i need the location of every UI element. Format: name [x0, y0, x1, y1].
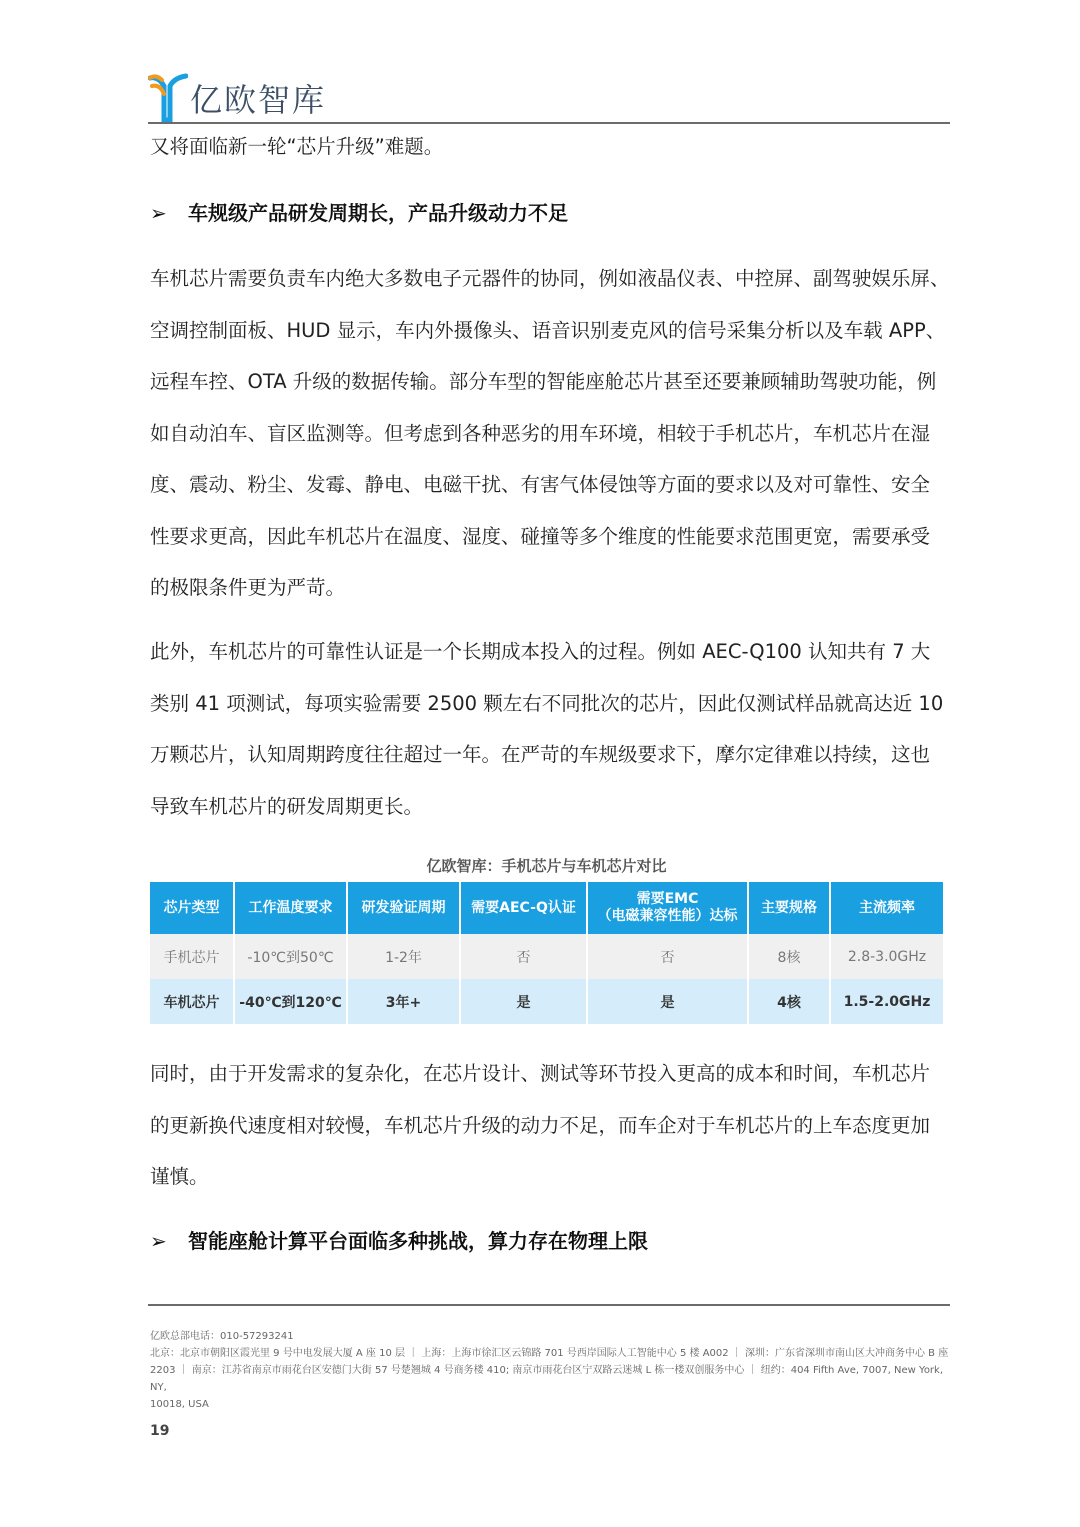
- arrow-bullet-icon: ➢: [150, 201, 167, 225]
- section-heading-2: [150, 1226, 648, 1256]
- paragraph-line: 如自动泊车、盲区监测等。但考虑到各种恶劣的用车环境，相较于手机芯片，车机芯片在湿: [150, 421, 931, 445]
- paragraph-line: 度、震动、粉尘、发霉、静电、电磁干扰、有害气体侵蚀等方面的要求以及对可靠性、安全: [150, 473, 931, 496]
- table-cell: 手机芯片: [150, 934, 234, 979]
- paragraph-line: 车机芯片需要负责车内绝大多数电子元器件的协同，例如液晶仪表、中控屏、副驾驶娱乐屏、: [150, 267, 950, 290]
- table-cell: 1-2年: [347, 934, 460, 979]
- table-cell: 8核: [748, 934, 830, 979]
- paragraph-line: 谨慎。: [150, 1165, 209, 1188]
- paragraph-line: 的更新换代速度相对较慢，车机芯片升级的动力不足，而车企对于车机芯片的上车态度更加: [150, 1113, 931, 1137]
- table-title: 亿欧智库：手机芯片与车机芯片对比: [426, 857, 667, 875]
- brand-logo: [148, 70, 326, 122]
- table-cell: -10℃到50℃: [234, 934, 347, 979]
- section-heading-1: [150, 198, 568, 228]
- table-header-cell: 芯片类型: [150, 882, 234, 934]
- table-header-cell: [587, 882, 748, 934]
- footer-line: 北京：北京市朝阳区霞光里 9 号中电发展大厦 A 座 10 层 ｜ 上海：上海市徐汇区云锦路 701 号西岸国际人工智能中心 5 楼 A002 ｜ 深圳：广东省深圳市南山区大冲商务中心 B 座: [150, 1348, 949, 1359]
- arrow-bullet-icon: ➢: [150, 1229, 167, 1253]
- paragraph-line: 的极限条件更为严苛。: [150, 576, 346, 599]
- table-cell: 车机芯片: [150, 979, 234, 1024]
- paragraph-3: [150, 1048, 950, 1203]
- paragraph-line: 类别 41 项测试，每项实验需要 2500 颗左右不同批次的芯片，因此仅测试样品就高达近 10: [150, 691, 944, 715]
- table-header-cell: 工作温度要求: [234, 882, 347, 934]
- table-cell: 是: [587, 979, 748, 1024]
- comparison-table: [150, 882, 943, 1024]
- paragraph-line: 远程车控、OTA 升级的数据传输。部分车型的智能座舱芯片甚至还要兼顾辅助驾驶功能，例: [150, 370, 937, 393]
- section-heading-2-text: 智能座舱计算平台面临多种挑战，算力存在物理上限: [188, 1229, 648, 1253]
- footer-contact: [150, 1328, 950, 1413]
- table-header-cell: 研发验证周期: [347, 882, 460, 934]
- section-heading-1-text: 车规级产品研发周期长，产品升级动力不足: [188, 201, 568, 225]
- table-cell: 3年+: [347, 979, 460, 1024]
- table-cell: 2.8-3.0GHz: [830, 934, 943, 979]
- table-cell: 是: [460, 979, 587, 1024]
- logo-text: 亿欧智库: [190, 81, 327, 119]
- table-header-cell: 需要AEC-Q认证: [460, 882, 587, 934]
- table-row: [150, 934, 943, 979]
- table-cell: 1.5-2.0GHz: [830, 979, 943, 1024]
- page-number: 19: [150, 1423, 170, 1439]
- footer-line: 亿欧总部电话：010-57293241: [150, 1331, 294, 1342]
- table-header-row: [150, 882, 943, 934]
- paragraph-2: [150, 626, 950, 832]
- table-cell: -40℃到120℃: [234, 979, 347, 1024]
- table-cell: 否: [587, 934, 748, 979]
- paragraph-line: 万颗芯片，认知周期跨度往往超过一年。在严苛的车规级要求下，摩尔定律难以持续，这也: [150, 743, 931, 766]
- intro-line: 又将面临新一轮“芯片升级”难题。: [150, 135, 444, 158]
- footer-line: 2203 ｜ 南京：江苏省南京市雨花台区安德门大街 57 号楚翘城 4 号商务楼 410; 南京市雨花台区宁双路云迷城 L 栋一楼双创服务中心 ｜ 纽约：404 Fifth Ave, 7007, New York, NY,: [150, 1365, 944, 1393]
- footer-divider: [148, 1304, 950, 1306]
- paragraph-line: 空调控制面板、HUD 显示，车内外摄像头、语音识别麦克风的信号采集分析以及车载 APP、: [150, 318, 946, 342]
- table-header-cell: 主流频率: [830, 882, 943, 934]
- paragraph-line: 性要求更高，因此车机芯片在温度、湿度、碰撞等多个维度的性能要求范围更宽，需要承受: [150, 524, 931, 548]
- table-header-line: 需要EMC: [636, 891, 699, 907]
- table-cell: 4核: [748, 979, 830, 1024]
- table-header-line: （电磁兼容性能）达标: [597, 908, 738, 924]
- logo-mark-icon: [148, 72, 188, 122]
- paragraph-1: [150, 253, 950, 614]
- table-row: [150, 979, 943, 1024]
- table-header-cell: 主要规格: [748, 882, 830, 934]
- table-cell: 否: [460, 934, 587, 979]
- paragraph-line: 此外，车机芯片的可靠性认证是一个长期成本投入的过程。例如 AEC-Q100 认知共有 7 大: [150, 640, 931, 663]
- footer-line: 10018, USA: [150, 1399, 209, 1410]
- paragraph-line: 导致车机芯片的研发周期更长。: [150, 794, 424, 818]
- paragraph-line: 同时，由于开发需求的复杂化，在芯片设计、测试等环节投入更高的成本和时间，车机芯片: [150, 1062, 931, 1085]
